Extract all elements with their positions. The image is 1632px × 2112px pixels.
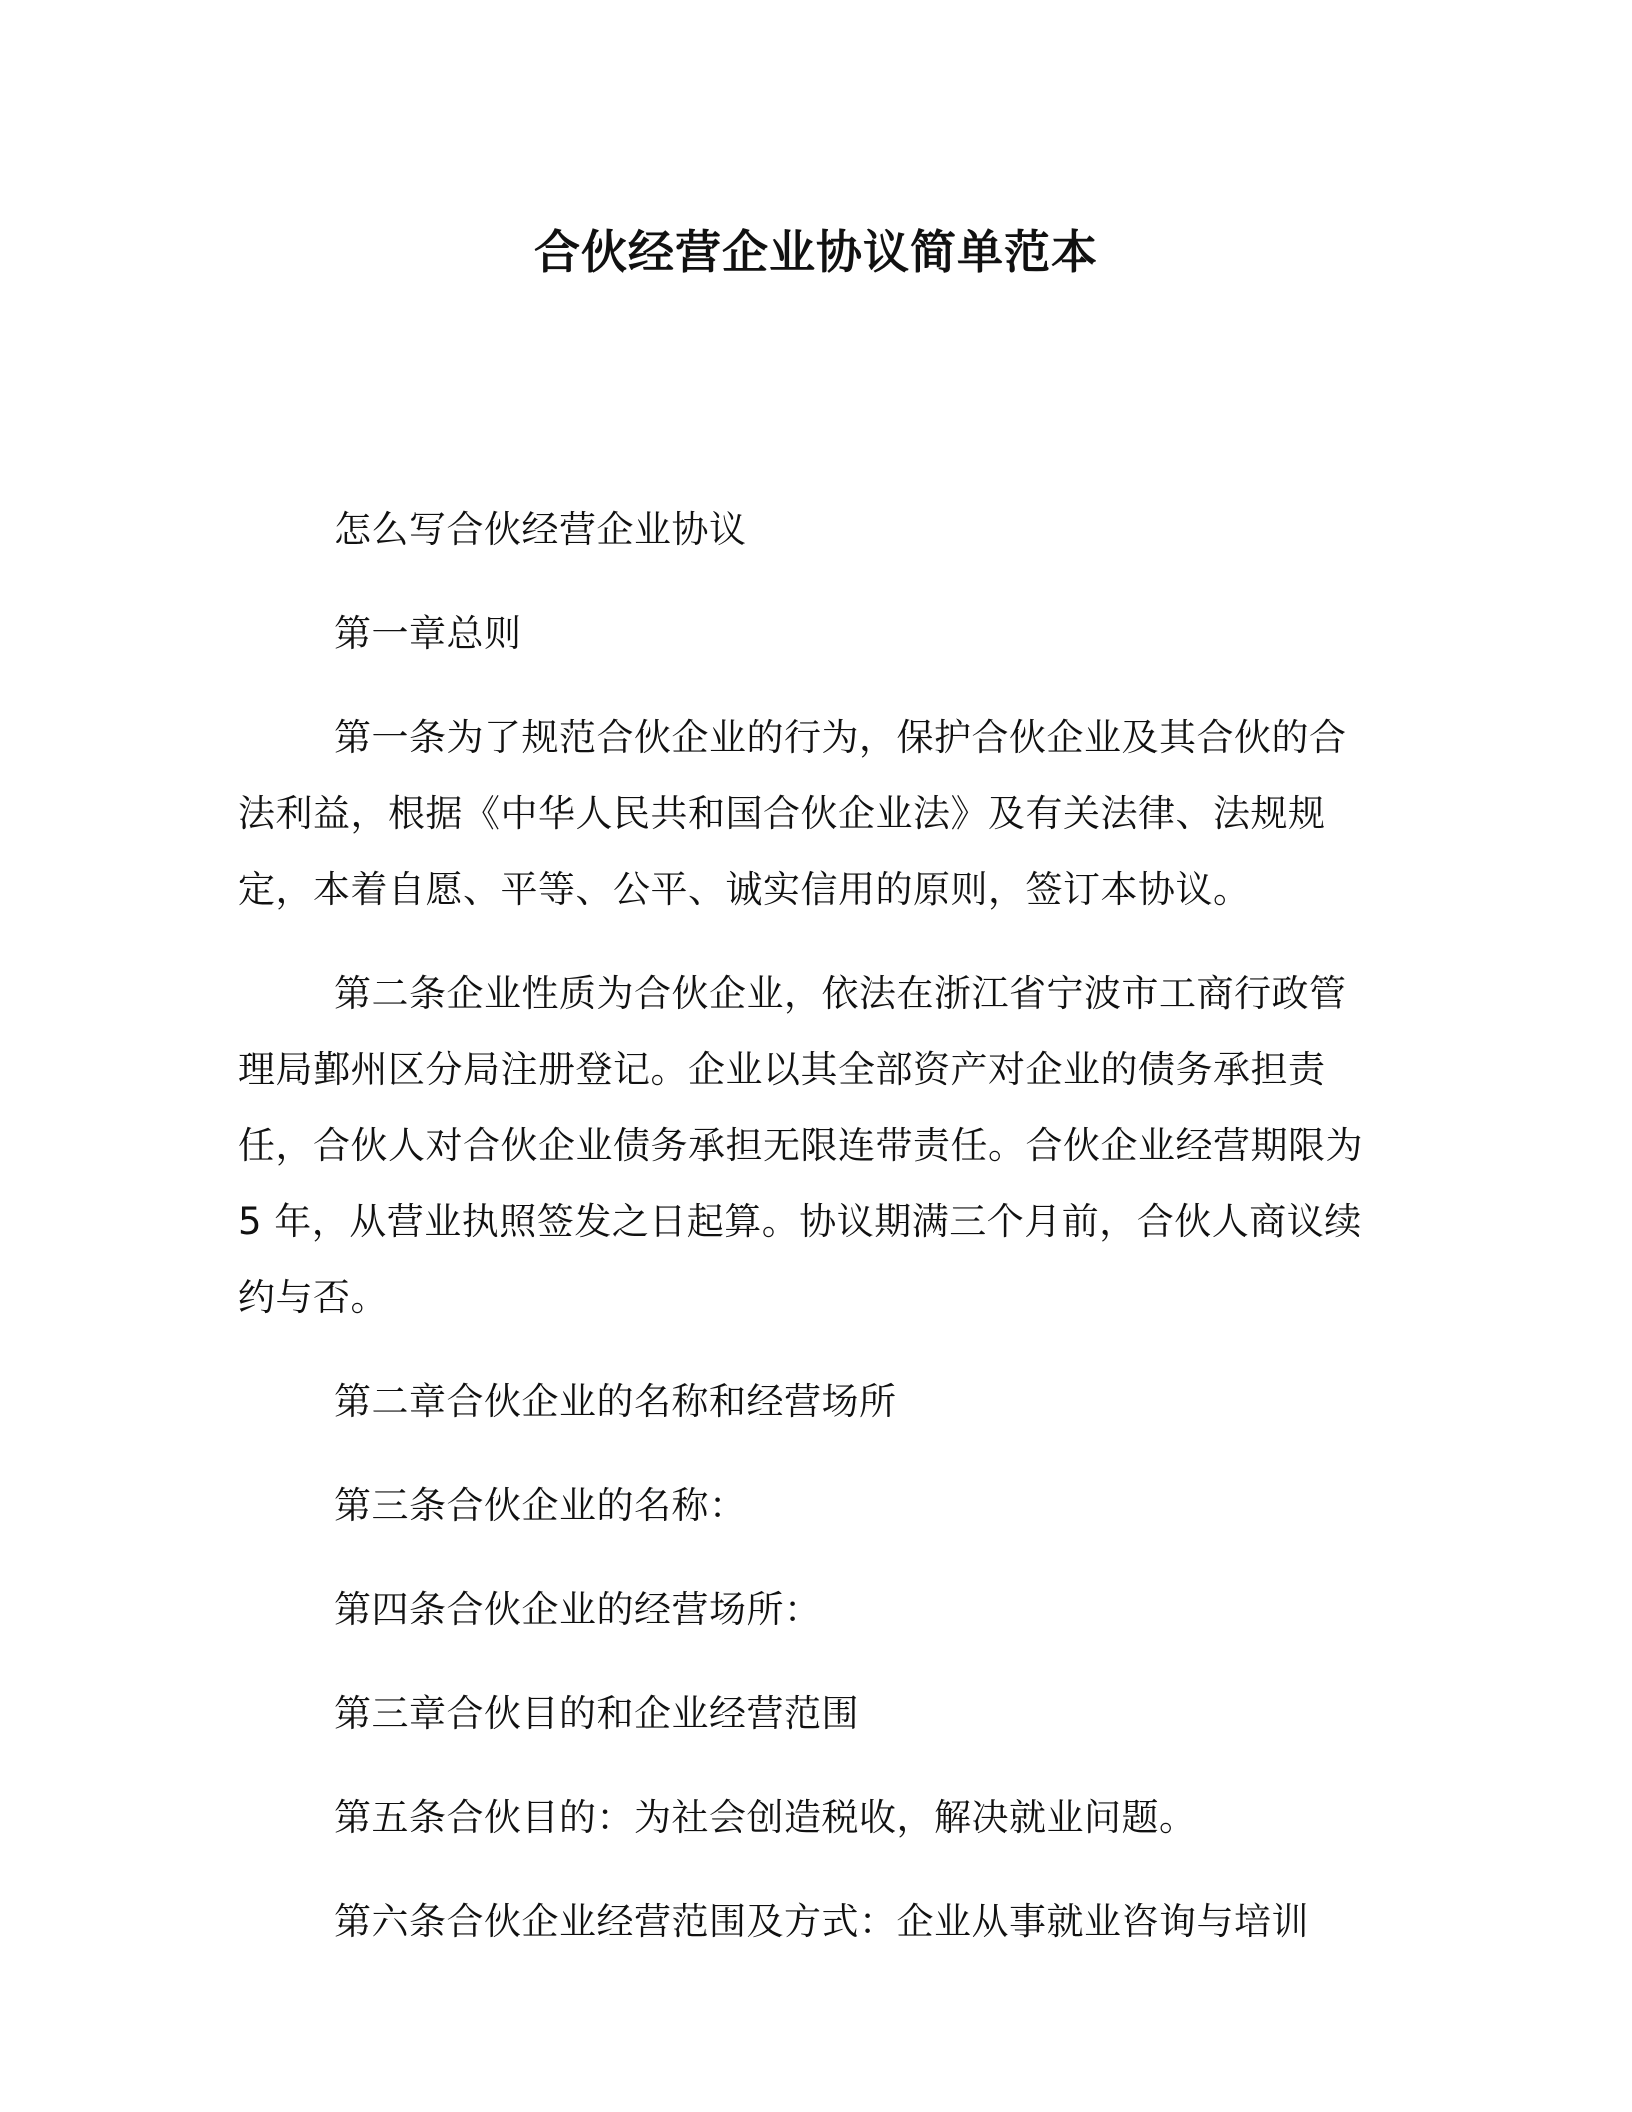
chapter-heading-3: 第三章合伙目的和企业经营范围 [334,1692,859,1735]
article-5: 第五条合伙目的：为社会创造税收，解决就业问题。 [334,1796,1197,1839]
chapter-heading-2: 第二章合伙企业的名称和经营场所 [334,1380,897,1423]
document-title: 合伙经营企业协议简单范本 [534,225,1098,279]
document-body [238,492,1378,1988]
article-3: 第三条合伙企业的名称： [334,1484,747,1527]
article-6: 第六条合伙企业经营范围及方式：企业从事就业咨询与培训 [334,1900,1309,1943]
article-4: 第四条合伙企业的经营场所： [334,1588,822,1631]
article-1: 第一条为了规范合伙企业的行为，保护合伙企业及其合伙的合法利益，根据《中华人民共和国合伙企业法》及有关法律、法规规定，本着自愿、平等、公平、诚实信用的原则，签订本协议。 [238,716,1347,911]
chapter-heading-1: 第一章总则 [334,612,522,655]
paragraph-intro: 怎么写合伙经营企业协议 [334,508,747,551]
article-2: 第二条企业性质为合伙企业，依法在浙江省宁波市工商行政管理局鄞州区分局注册登记。企业以其全部资产对企业的债务承担责任，合伙人对合伙企业债务承担无限连带责任。合伙企业经营期限为 5 年，从营业执照签发之日起算。协议期满三个月前，合伙人商议续约与否。 [238,972,1363,1319]
